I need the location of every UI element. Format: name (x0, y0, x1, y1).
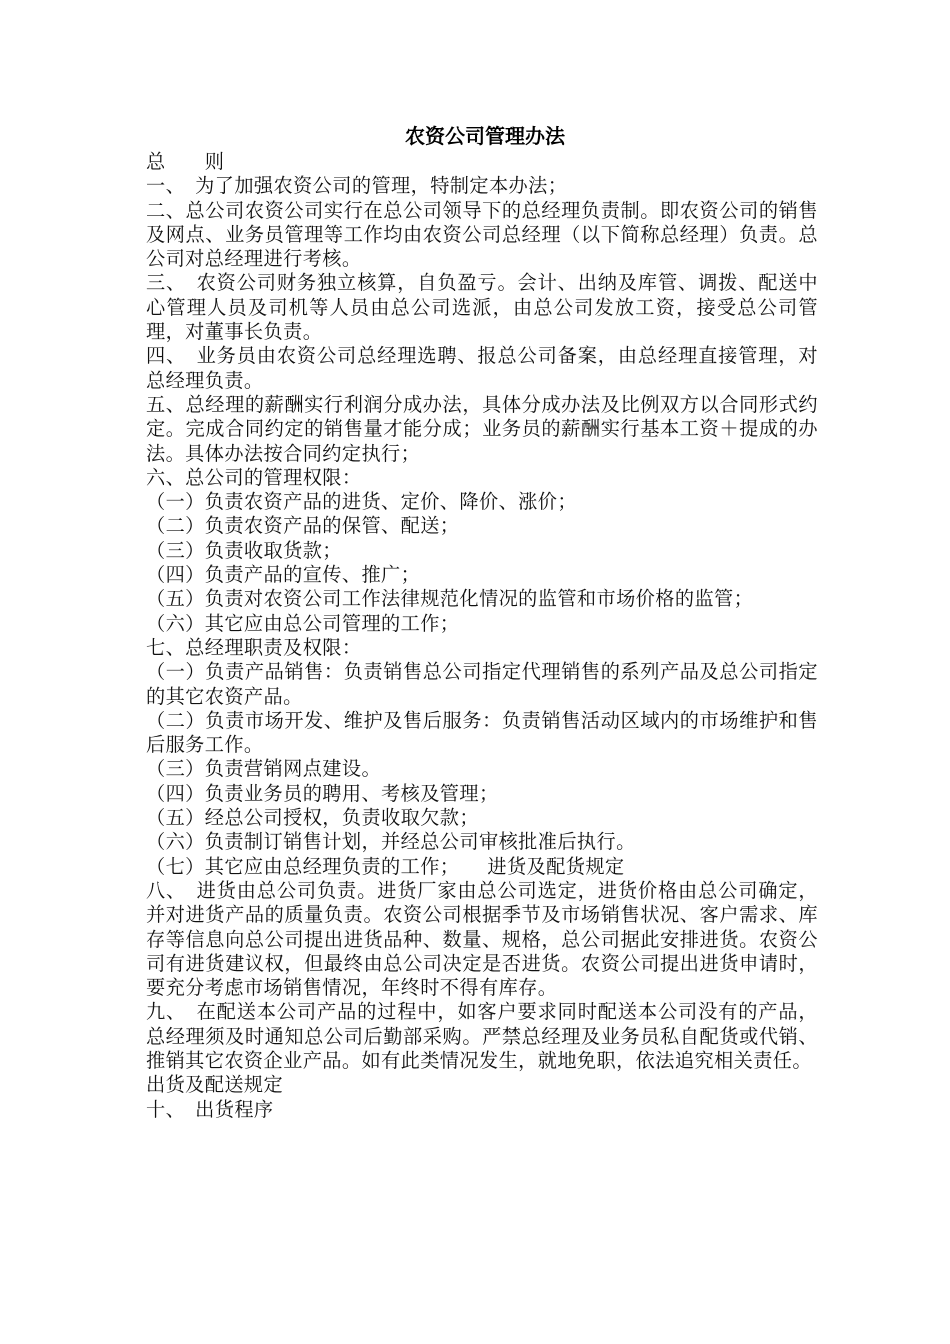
paragraph-8: 八、 进货由总公司负责。进货厂家由总公司选定，进货价格由总公司确定，并对进货产品的质量负责。农资公司根据季节及市场销售状况、客户需求、库存等信息向总公司提出进货品种、数量、规格，总公司据此安排进货。农资公司有进货建议权，但最终由总公司决定是否进货。农资公司提出进货申请时，要充分考虑市场销售情况，年终时不得有库存。 (146, 878, 818, 1000)
section-heading-purchasing: 进货及配货规定 (487, 854, 625, 878)
list-item-6-4: （四）负责产品的宣传、推广； (146, 563, 421, 587)
list-item-7-3: （三）负责营销网点建设。 (146, 757, 382, 781)
section-heading-general: 总 则 (146, 150, 225, 173)
paragraph-9: 九、 在配送本公司产品的过程中，如客户要求同时配送本公司没有的产品，总经理须及时通知总公司后勤部采购。严禁总经理及业务员私自配货或代销、推销其它农资企业产品。如有此类情况发生，就地免职，依法追究相关责任。 (146, 1000, 818, 1072)
list-item-7-1: （一）负责产品销售：负责销售总公司指定代理销售的系列产品及总公司指定的其它农资产品。 (146, 660, 818, 708)
list-item-6-6: （六）其它应由总公司管理的工作； (146, 611, 460, 635)
section-heading-shipping: 出货及配送规定 (146, 1073, 284, 1097)
list-item-7-4: （四）负责业务员的聘用、考核及管理； (146, 781, 499, 805)
paragraph-3: 三、 农资公司财务独立核算，自负盈亏。会计、出纳及库管、调拨、配送中心管理人员及司机等人员由总公司选派，由总公司发放工资，接受总公司管理，对董事长负责。 (146, 271, 818, 344)
document-title: 农资公司管理办法 (405, 124, 565, 148)
paragraph-2: 二、总公司农资公司实行在总公司领导下的总经理负责制。即农资公司的销售及网点、业务员管理等工作均由农资公司总经理（以下简称总经理）负责。总公司对总经理进行考核。 (146, 198, 818, 271)
list-item-6-1: （一）负责农资产品的进货、定价、降价、涨价； (146, 490, 577, 514)
list-item-6-3: （三）负责收取货款； (146, 538, 342, 562)
paragraph-5: 五、总经理的薪酬实行利润分成办法，具体分成办法及比例双方以合同形式约定。完成合同约定的销售量才能分成；业务员的薪酬实行基本工资＋提成的办法。具体办法按合同约定执行； (146, 392, 818, 465)
paragraph-4: 四、 业务员由农资公司总经理选聘、报总公司备案，由总经理直接管理，对总经理负责。 (146, 344, 818, 392)
document-body (146, 150, 818, 1122)
list-item-7-6: （六）负责制订销售计划，并经总公司审核批准后执行。 (146, 830, 636, 854)
paragraph-7: 七、总经理职责及权限： (146, 635, 362, 659)
list-item-6-2: （二）负责农资产品的保管、配送； (146, 514, 460, 538)
list-item-6-5: （五）负责对农资公司工作法律规范化情况的监管和市场价格的监管； (146, 587, 754, 611)
paragraph-10: 十、 出货程序 (146, 1097, 274, 1121)
list-item-7-2: （二）负责市场开发、维护及售后服务：负责销售活动区域内的市场维护和售后服务工作。 (146, 708, 818, 757)
paragraph-6: 六、总公司的管理权限： (146, 465, 362, 489)
paragraph-1: 一、 为了加强农资公司的管理，特制定本办法； (146, 174, 568, 198)
list-item-7-7-text: （七）其它应由总经理负责的工作； (146, 854, 460, 878)
list-item-7-7 (146, 855, 818, 879)
list-item-7-5: （五）经总公司授权，负责收取欠款； (146, 806, 479, 830)
